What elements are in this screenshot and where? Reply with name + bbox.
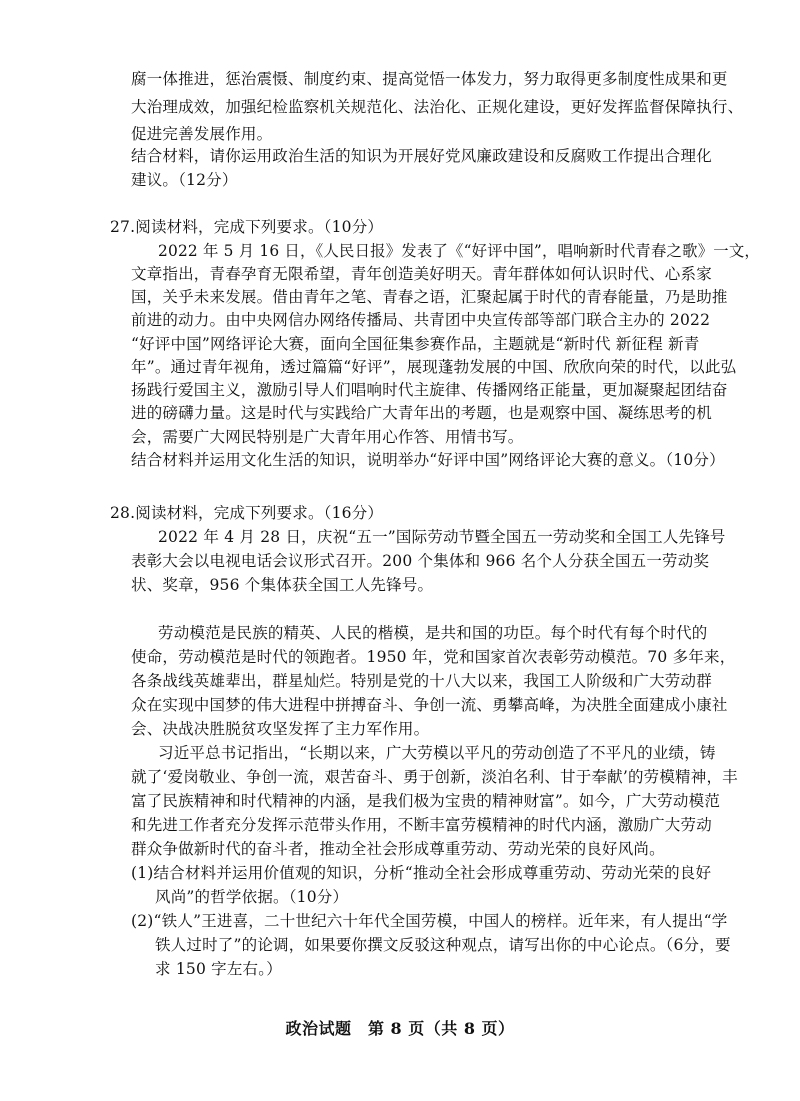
q27-question: 结合材料并运用文化生活的知识，说明举办“好评中国”网络评论大赛的意义。（10分） — [131, 451, 725, 469]
q28-sub1-line: 风尚”的哲学依据。（10分） — [155, 888, 349, 906]
q27-material-line: 前进的动力。由中央网信办网络传播局、共青团中央宣传部等部门联合主办的 2022 — [131, 311, 711, 329]
q27-material-line: 扬践行爱国主义，激励引导人们唱响时代主旋律、传播网络正能量，更加凝聚起团结奋 — [131, 381, 728, 399]
q28-para3-line: 和先进工作者充分发挥示范带头作用，不断丰富劳模精神的时代内涵，激励广大劳动 — [131, 816, 712, 834]
q27-material-line: 年”。通过青年视角，透过篇篇“好评”，展现蓬勃发展的中国、欣欣向荣的时代，以此弘 — [131, 358, 737, 376]
q26-question-line-2: 建议。（12分） — [131, 171, 238, 189]
intro-line-3: 促进完善发展作用。 — [131, 125, 273, 143]
intro-line-1: 腐一体推进，惩治震慑、制度约束、提高觉悟一体发力，努力取得更多制度性成果和更 — [131, 70, 728, 88]
page-footer: 政治试题 第 8 页（共 8 页） — [285, 1019, 515, 1038]
q28-para1-line: 状、奖章，956 个集体获全国工人先锋号。 — [131, 576, 434, 594]
q28-heading: 28.阅读材料，完成下列要求。（16分） — [110, 504, 384, 522]
q26-question-line-1: 结合材料，请你运用政治生活的知识为开展好党风廉政建设和反腐败工作提出合理化 — [131, 147, 712, 165]
q28-para2-line: 各条战线英雄辈出，群星灿烂。特别是党的十八大以来，我国工人阶级和广大劳动群 — [131, 672, 712, 690]
q27-material-line: 文章指出，青春孕育无限希望，青年创造美好明天。青年群体如何认识时代、心系家 — [131, 265, 712, 283]
q28-para3-line: 富了民族精神和时代精神的内涵，是我们极为宝贵的精神财富”。如今，广大劳动模范 — [131, 792, 721, 810]
q28-sub2-line: (2)“铁人”王进喜，二十世纪六十年代全国劳模，中国人的榜样。近年来，有人提出“学 — [131, 912, 728, 930]
q27-material-line: 国，关乎未来发展。借由青年之笔、青春之语，汇聚起属于时代的青春能量，乃是助推 — [131, 288, 728, 306]
q27-heading: 27.阅读材料，完成下列要求。（10分） — [110, 218, 384, 236]
q27-material-line: “好评中国”网络评论大赛，面向全国征集参赛作品，主题就是“新时代 新征程 新青 — [131, 335, 700, 353]
q28-para1-line: 表彰大会以电视电话会议形式召开。200 个集体和 966 名个人分获全国五一劳动奖 — [131, 552, 710, 570]
q28-sub2-line: 铁人过时了”的论调，如果要你撰文反驳这种观点，请写出你的中心论点。（6分，要 — [155, 936, 731, 954]
q28-para1-line: 2022 年 4 月 28 日，庆祝“五一”国际劳动节暨全国五一劳动奖和全国工人先锋号 — [158, 528, 726, 546]
q28-para2-line: 众在实现中国梦的伟大进程中拼搏奋斗、争创一流、勇攀高峰，为决胜全面建成小康社 — [131, 696, 728, 714]
q27-material-line: 进的磅礴力量。这是时代与实践给广大青年出的考题，也是观察中国、凝练思考的机 — [131, 404, 712, 422]
intro-line-2: 大治理成效，加强纪检监察机关规范化、法治化、正规化建设，更好发挥监督保障执行、 — [131, 98, 744, 116]
q27-material-line: 会，需要广大网民特别是广大青年用心作答、用情书写。 — [131, 428, 524, 446]
q28-para2-line: 会、决战决胜脱贫攻坚发挥了主力军作用。 — [131, 720, 430, 738]
q28-para3-line: 群众争做新时代的奋斗者，推动全社会形成尊重劳动、劳动光荣的良好风尚。 — [131, 840, 665, 858]
q28-para3-line: 习近平总书记指出，“长期以来，广大劳模以平凡的劳动创造了不平凡的业绩，铸 — [158, 744, 716, 762]
q28-sub2-line: 求 150 字左右。） — [155, 960, 282, 978]
q28-para3-line: 就了‘爱岗敬业、争创一流，艰苦奋斗、勇于创新，淡泊名利、甘于奉献’的劳模精神，丰 — [131, 768, 738, 786]
q28-sub1-line: (1)结合材料并运用价值观的知识，分析“推动全社会形成尊重劳动、劳动光荣的良好 — [131, 864, 712, 882]
q28-para2-line: 劳动模范是民族的精英、人民的楷模，是共和国的功臣。每个时代有每个时代的 — [158, 624, 708, 642]
q27-material-line: 2022 年 5 月 16 日，《人民日报》发表了《“好评中国”，唱响新时代青春之歌》一文， — [158, 242, 760, 260]
q28-para2-line: 使命，劳动模范是时代的领跑者。1950 年，党和国家首次表彰劳动模范。70 多年来， — [131, 648, 736, 666]
